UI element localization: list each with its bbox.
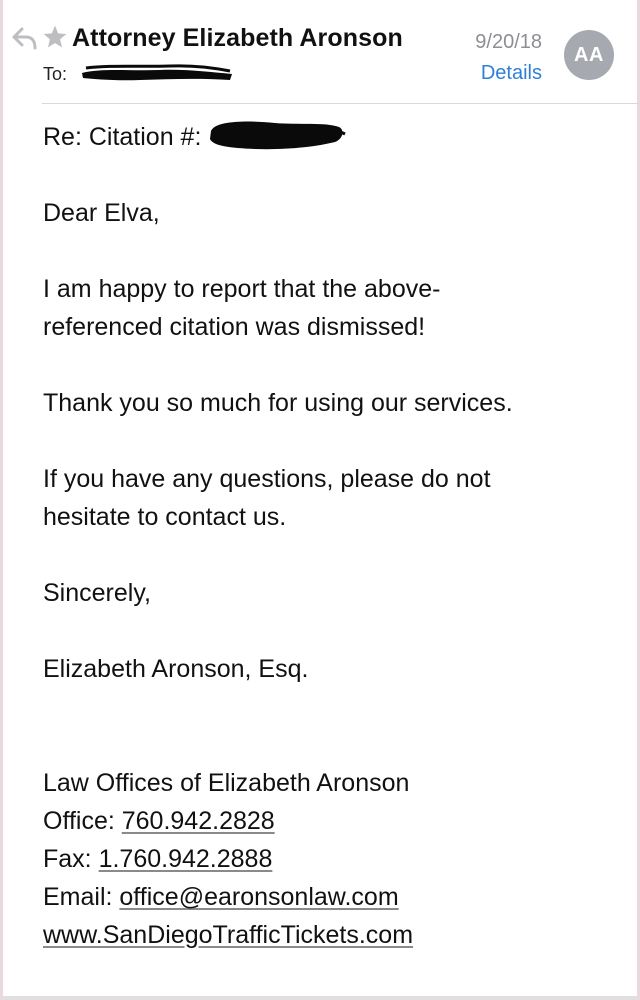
website-line: [43, 916, 603, 954]
subject-prefix: Re: Citation #:: [43, 123, 202, 151]
email-link[interactable]: office@earonsonlaw.com: [119, 883, 399, 911]
email-header: [0, 0, 640, 104]
reply-icon[interactable]: [12, 26, 38, 50]
subject-line: [43, 118, 603, 156]
body-line: hesitate to contact us.: [43, 503, 287, 531]
greeting: Dear Elva,: [43, 199, 160, 227]
body-line: If you have any questions, please do not: [43, 465, 491, 493]
details-link[interactable]: Details: [480, 62, 542, 84]
closing: Sincerely,: [43, 579, 151, 607]
email-line: [43, 878, 603, 916]
message-date: 9/20/18: [475, 31, 542, 53]
citation-redaction: [205, 117, 347, 153]
header-divider: [42, 103, 640, 104]
recipient-redaction: [80, 62, 234, 84]
star-icon[interactable]: [42, 24, 68, 50]
fax-phone-link[interactable]: 1.760.942.2888: [98, 845, 273, 873]
fax-line: [43, 840, 603, 878]
firm-name: Law Offices of Elizabeth Aronson: [43, 769, 410, 797]
avatar[interactable]: AA: [564, 30, 614, 80]
fax-label: Fax:: [43, 845, 99, 873]
office-phone-link[interactable]: 760.942.2828: [121, 807, 275, 835]
body-line: referenced citation was dismissed!: [43, 313, 426, 341]
signature-name: Elizabeth Aronson, Esq.: [43, 655, 309, 683]
sender-name: Attorney Elizabeth Aronson: [72, 24, 403, 52]
body-line: Thank you so much for using our services.: [43, 389, 513, 417]
email-body: [43, 118, 603, 954]
body-line: I am happy to report that the above-: [43, 275, 441, 303]
email-label: Email:: [43, 883, 120, 911]
office-line: [43, 802, 603, 840]
to-label: To:: [43, 64, 68, 84]
website-link[interactable]: www.SanDiegoTrafficTickets.com: [43, 921, 414, 949]
office-label: Office:: [43, 807, 122, 835]
